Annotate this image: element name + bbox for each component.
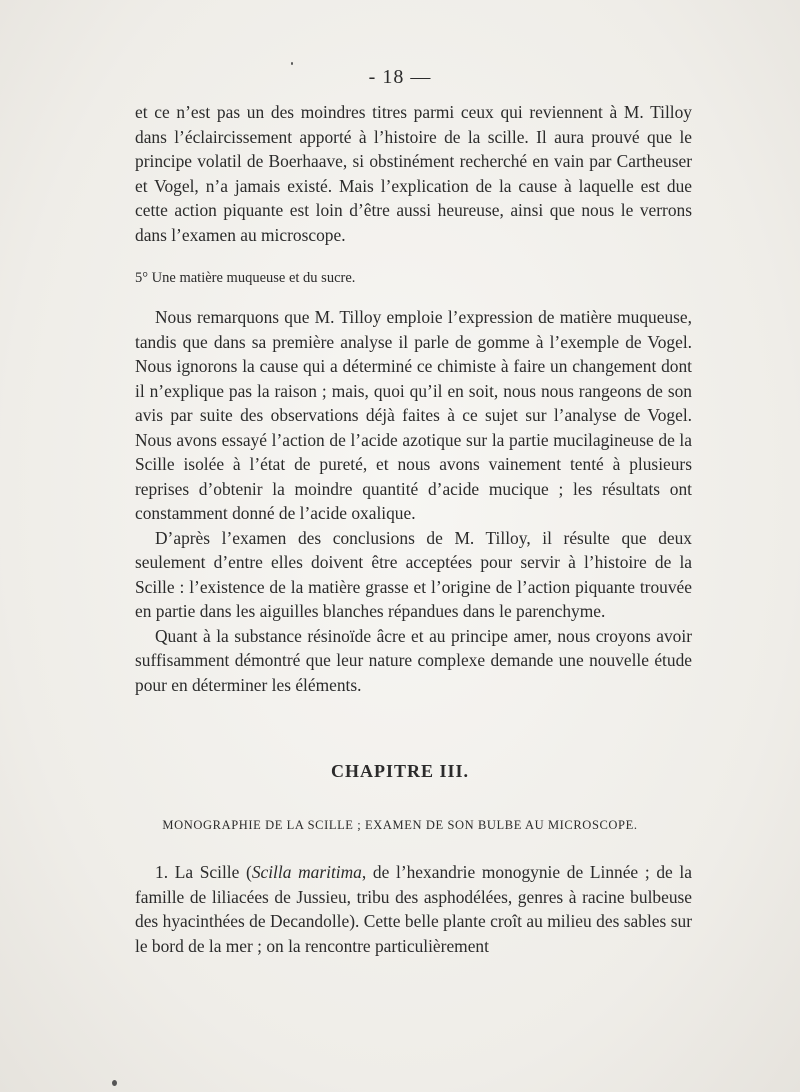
paragraph-continuation [135, 100, 692, 247]
paragraph-5 [135, 860, 692, 958]
footnote-item-5: 5° Une matière muqueuse et du sucre. [135, 270, 356, 286]
ink-speck [291, 62, 293, 65]
paragraph-4: Quant à la substance résinoïde âcre et au principe amer, nous croyons avoir suffisamment démontré que leur nature complexe demande une nouvelle étude pour en déterminer les éléments. [135, 625, 692, 695]
body-section [135, 305, 692, 697]
paragraph-2: Nous remarquons que M. Tilloy emploie l’expression de matière muqueuse, tandis que dans sa première analyse il parle de gomme à l’exemple de Vogel. Nous ignorons la cause qui a déterminé ce chimiste à faire un changement dont il n’explique pas la raison ; mais, quoi qu’il en soit, nous nous rangeons de son avis par suite des observations déjà faites à ce sujet sur l’analyse de Vogel. Nous avons essayé l’action de l’acide azotique sur la partie mucilagineuse de la Scille isolée à l’état de pureté, et nous avons vainement tenté à plusieurs reprises d’obtenir la moindre quantité d’acide mucique ; les résultats ont constamment donné de l’acide oxalique. [135, 307, 692, 523]
footnote-block [135, 268, 692, 288]
paragraph-5-rest: , de l’hexandrie monogynie de Linnée ; de la famille de liliacées de Jussieu, tribu des asphodélées, genres à racine bulbeuse des hyacinthées de Decandolle). Cette belle plante croît au milieu des sables sur le bord de la mer ; on la rencontre particulièrement [135, 862, 692, 956]
latin-name: Scilla maritima [251, 862, 362, 882]
paragraph-3: D’après l’examen des conclusions de M. Tilloy, il résulte que deux seulement d’entre elles doivent être acceptées pour servir à l’histoire de la Scille : l’existence de la matière grasse et l’origine de l’action piquante trouvée en partie dans les aiguilles blanches répandues dans le parenchyme. [135, 527, 692, 621]
chapter-subtitle: MONOGRAPHIE DE LA SCILLE ; EXAMEN DE SON BULBE AU MICROSCOPE. [162, 818, 638, 832]
chapter-heading: CHAPITRE III. [330, 761, 470, 781]
paragraph-1: et ce n’est pas un des moindres titres parmi ceux qui reviennent à M. Tilloy dans l’éclaircissement apporté à l’histoire de la scille. Il aura prouvé que le principe volatil de Boerhaave, si obstinément recherché en vain par Cartheuser et Vogel, n’a jamais existé. Mais l’explication de la cause à laquelle est due cette action piquante est loin d’être aussi heureuse, ainsi que nous le verrons dans l’examen au microscope. [135, 102, 692, 245]
final-section [135, 860, 692, 958]
ink-speck [112, 1080, 117, 1086]
paragraph-5-start: 1. La Scille ( [155, 862, 252, 882]
page-number: - 18 — [368, 66, 432, 88]
